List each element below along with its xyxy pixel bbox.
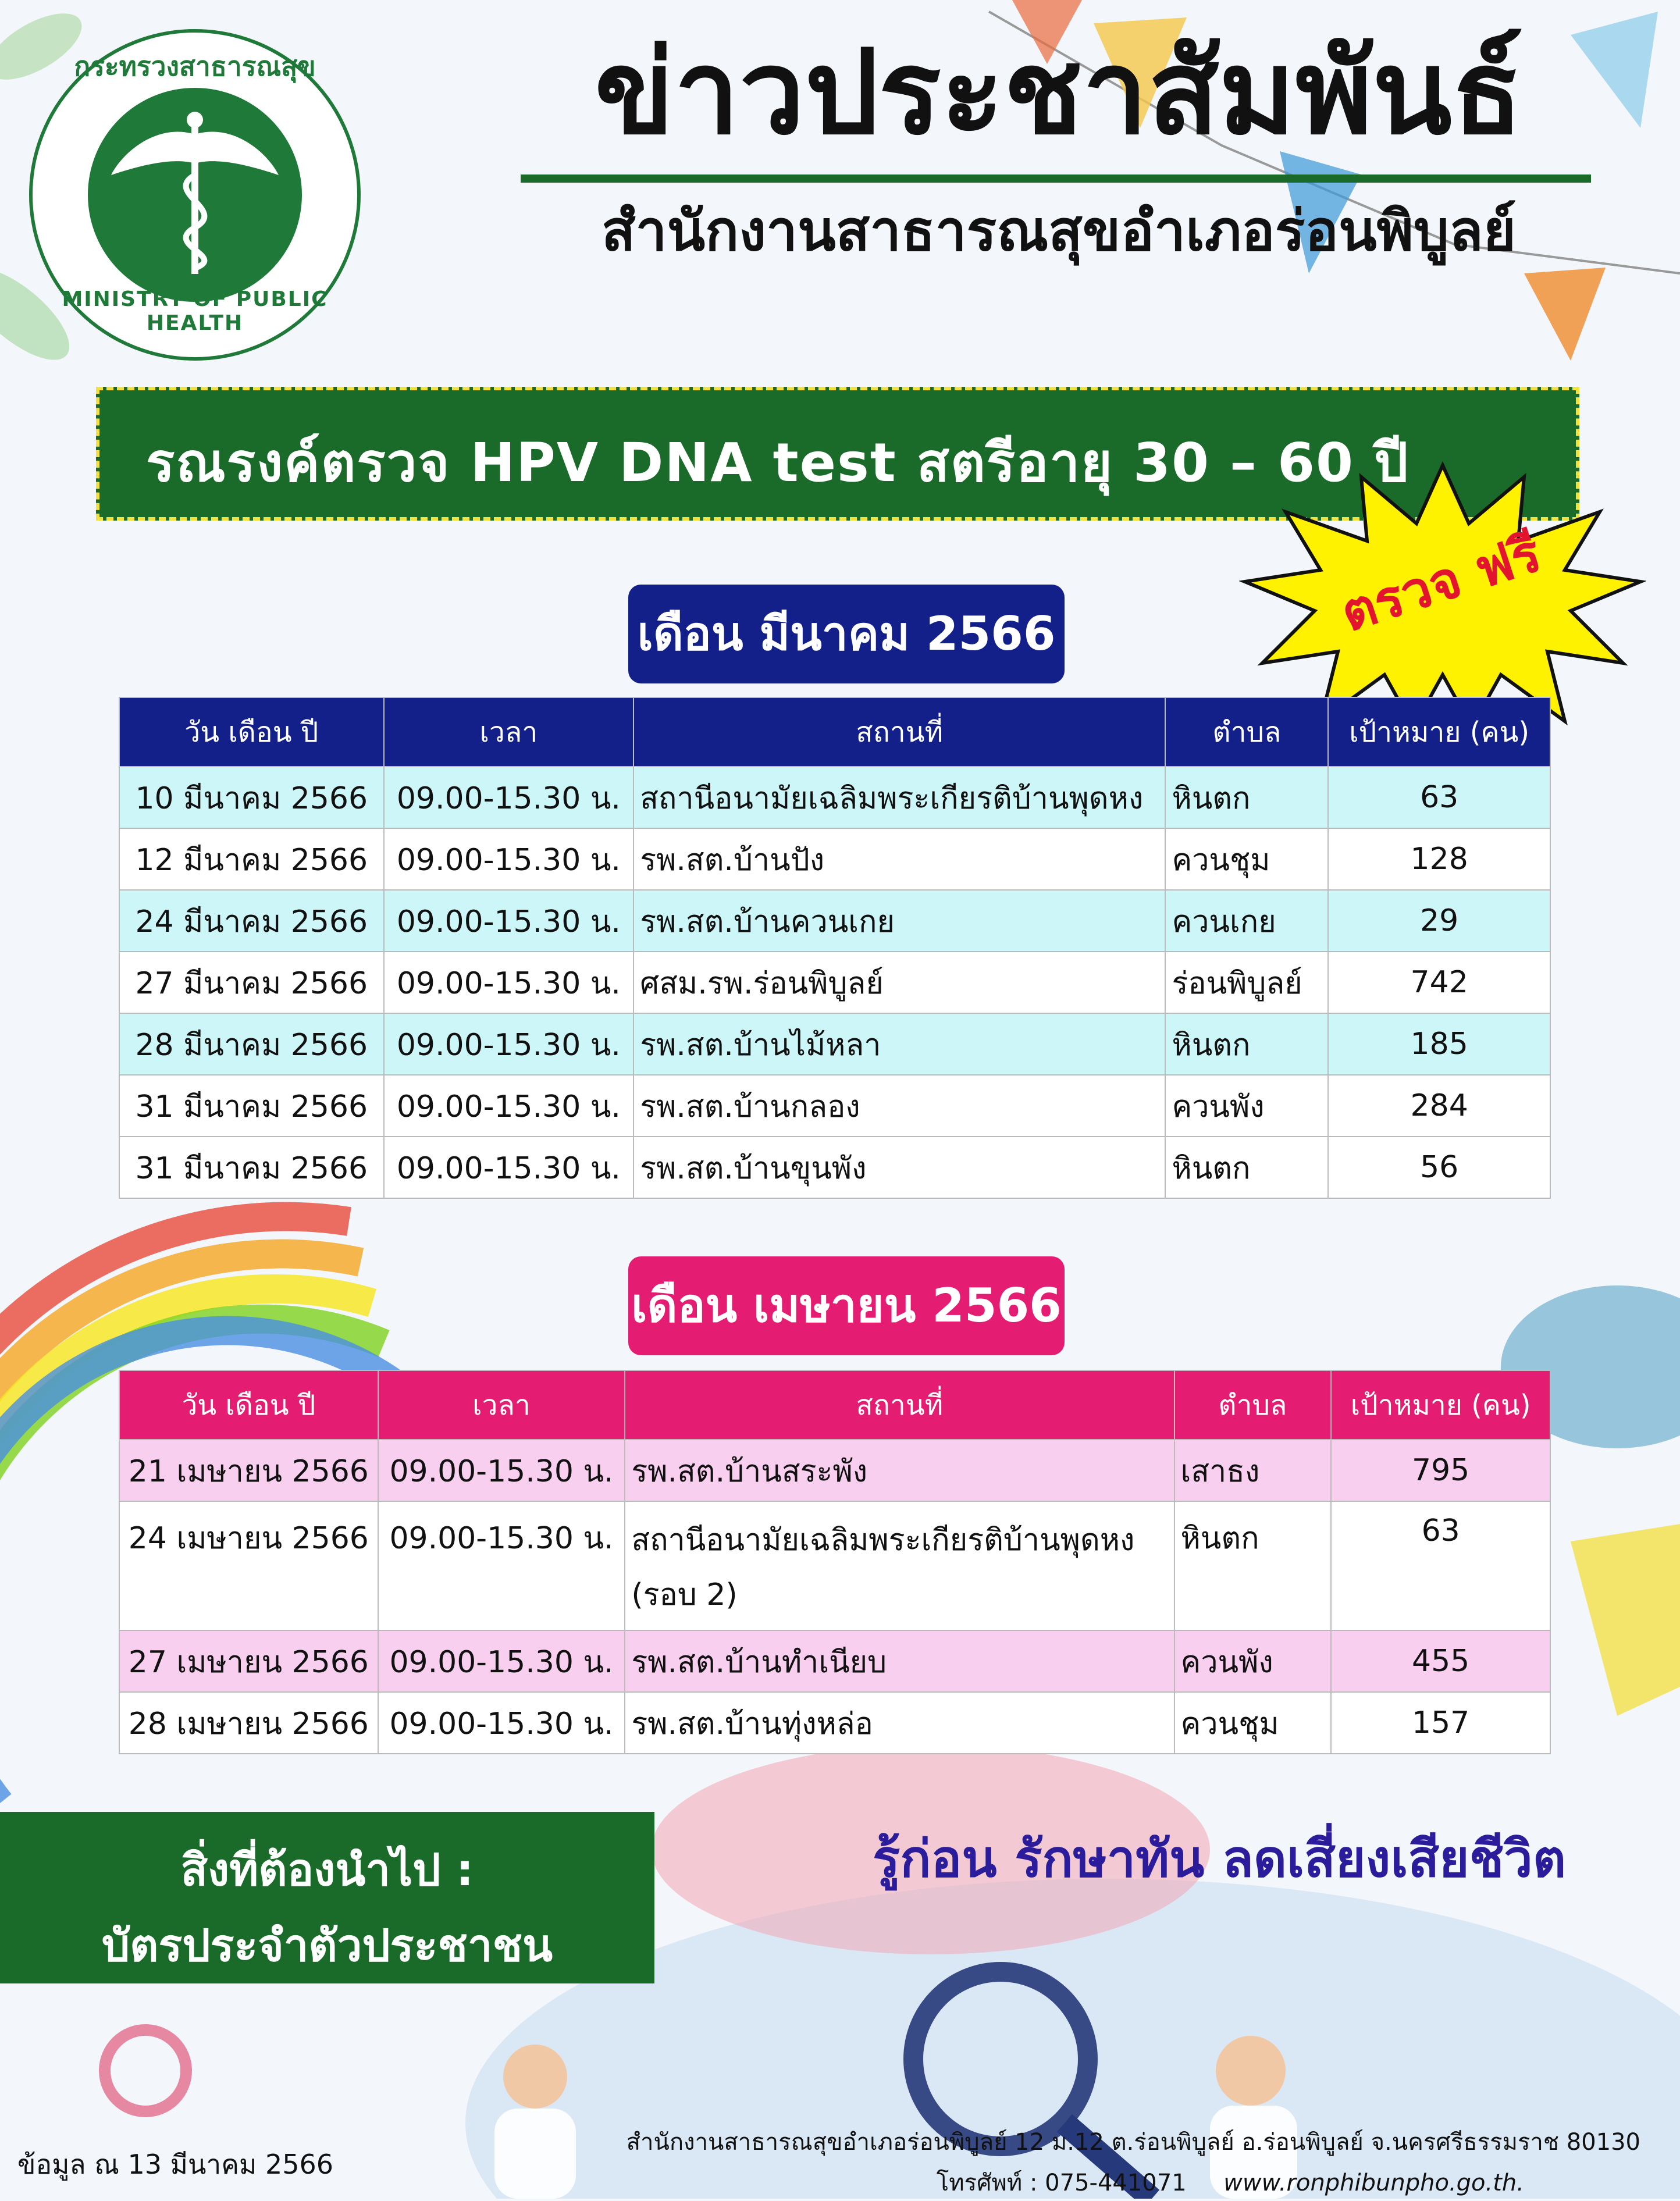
cell-place: รพ.สต.บ้านไม้หลา [633, 1013, 1165, 1075]
campaign-banner-text: รณรงค์ตรวจ HPV DNA test สตรีอายุ 30 – 60 ปี [146, 432, 1410, 494]
table-row [119, 767, 1550, 828]
column-header-target: เป้าหมาย (คน) [1331, 1370, 1550, 1440]
cell-subdistrict: หินตก [1174, 1501, 1332, 1630]
cell-time: 09.00-15.30 น. [384, 890, 634, 952]
cell-target: 29 [1328, 890, 1550, 952]
column-header-time: เวลา [384, 697, 634, 767]
cell-place: สถานีอนามัยเฉลิมพระเกียรติบ้านพุดหง [633, 767, 1165, 828]
cell-time: 09.00-15.30 น. [384, 1013, 634, 1075]
table-row [119, 890, 1550, 952]
office-address: สำนักงานสาธารณสุขอำเภอร่อนพิบูลย์ 12 ม.12 ต.ร่อนพิบูลย์ อ.ร่อนพิบูลย์ จ.นครศรีธรรมราช 80130 [626, 2129, 1640, 2156]
cell-date: 12 มีนาคม 2566 [119, 828, 384, 890]
cell-time: 09.00-15.30 น. [384, 828, 634, 890]
table-row [119, 1501, 1550, 1630]
cell-place: รพ.สต.บ้านสระพัง [625, 1440, 1174, 1501]
page-title: ข่าวประชาสัมพันธ์ [595, 25, 1523, 161]
table-header-row [119, 1370, 1550, 1440]
cell-target: 284 [1328, 1075, 1550, 1137]
cell-place: รพ.สต.บ้านควนเกย [633, 890, 1165, 952]
column-header-place: สถานที่ [633, 697, 1165, 767]
cell-subdistrict: ควนพัง [1174, 1630, 1332, 1692]
cell-place: รพ.สต.บ้านกลอง [633, 1075, 1165, 1137]
cell-target: 157 [1331, 1692, 1550, 1754]
items-to-bring-value: บัตรประจำตัวประชาชน [101, 1919, 553, 1971]
campaign-slogan: รู้ก่อน รักษาทัน ลดเสี่ยงเสียชีวิต [873, 1829, 1566, 1889]
cell-date: 28 มีนาคม 2566 [119, 1013, 384, 1075]
march-month-label: เดือน มีนาคม 2566 [628, 585, 1065, 683]
cell-place: รพ.สต.บ้านทุ่งหล่อ [625, 1692, 1174, 1754]
cell-date: 24 มีนาคม 2566 [119, 890, 384, 952]
website-link[interactable]: www.ronphibunpho.go.th. [1223, 2170, 1524, 2196]
march-schedule-table [119, 697, 1551, 1199]
cell-target: 455 [1331, 1630, 1550, 1692]
cell-date: 31 มีนาคม 2566 [119, 1075, 384, 1137]
column-header-time: เวลา [378, 1370, 625, 1440]
cell-subdistrict: ควนชุม [1165, 828, 1328, 890]
logo-emblem [88, 88, 302, 302]
cell-subdistrict: ควนเกย [1165, 890, 1328, 952]
table-row [119, 1630, 1550, 1692]
cell-target: 742 [1328, 952, 1550, 1013]
cell-target: 56 [1328, 1137, 1550, 1198]
cell-subdistrict: ร่อนพิบูลย์ [1165, 952, 1328, 1013]
contact-line [512, 2164, 1524, 2201]
cell-subdistrict: หินตก [1165, 767, 1328, 828]
table-row [119, 828, 1550, 890]
cell-time: 09.00-15.30 น. [378, 1630, 625, 1692]
table-header-row [119, 697, 1550, 767]
table-row [119, 1692, 1550, 1754]
column-header-place: สถานที่ [625, 1370, 1174, 1440]
logo-bottom-text: MINISTRY OF PUBLIC HEALTH [62, 287, 328, 335]
column-header-subdistrict: ตำบล [1165, 697, 1328, 767]
data-as-of-date: ข้อมูล ณ 13 มีนาคม 2566 [17, 2149, 334, 2180]
column-header-date: วัน เดือน ปี [119, 1370, 378, 1440]
april-month-label: เดือน เมษายน 2566 [628, 1256, 1065, 1355]
title-underline [521, 174, 1591, 183]
april-schedule-table [119, 1370, 1551, 1754]
cell-time: 09.00-15.30 น. [378, 1440, 625, 1501]
items-to-bring-box [0, 1812, 654, 1983]
cell-target: 795 [1331, 1440, 1550, 1501]
cell-time: 09.00-15.30 น. [384, 1137, 634, 1198]
cell-subdistrict: ควนชุม [1174, 1692, 1332, 1754]
page-subtitle: สำนักงานสาธารณสุขอำเภอร่อนพิบูลย์ [601, 198, 1516, 263]
cell-date: 21 เมษายน 2566 [119, 1440, 378, 1501]
cell-time: 09.00-15.30 น. [378, 1692, 625, 1754]
free-check-badge-text: ตรวจ ฟรี [1333, 522, 1549, 644]
logo-top-text: กระทรวงสาธารณสุข [74, 51, 316, 82]
phone-number: โทรศัพท์ : 075-441071 [936, 2170, 1187, 2196]
table-row [119, 1075, 1550, 1137]
cell-place: รพ.สต.บ้านปัง [633, 828, 1165, 890]
cell-date: 10 มีนาคม 2566 [119, 767, 384, 828]
cell-time: 09.00-15.30 น. [384, 767, 634, 828]
cell-target: 63 [1328, 767, 1550, 828]
table-row [119, 952, 1550, 1013]
column-header-date: วัน เดือน ปี [119, 697, 384, 767]
cell-place: ศสม.รพ.ร่อนพิบูลย์ [633, 952, 1165, 1013]
table-row [119, 1137, 1550, 1198]
cell-date: 28 เมษายน 2566 [119, 1692, 378, 1754]
cell-place: รพ.สต.บ้านขุนพัง [633, 1137, 1165, 1198]
column-header-target: เป้าหมาย (คน) [1328, 697, 1550, 767]
cell-subdistrict: เสาธง [1174, 1440, 1332, 1501]
cell-date: 27 มีนาคม 2566 [119, 952, 384, 1013]
cell-date: 27 เมษายน 2566 [119, 1630, 378, 1692]
table-row [119, 1440, 1550, 1501]
cell-subdistrict: หินตก [1165, 1137, 1328, 1198]
ministry-logo [29, 29, 361, 361]
cell-subdistrict: หินตก [1165, 1013, 1328, 1075]
cell-time: 09.00-15.30 น. [384, 1075, 634, 1137]
cell-time: 09.00-15.30 น. [378, 1501, 625, 1630]
cell-subdistrict: ควนพัง [1165, 1075, 1328, 1137]
items-to-bring-heading: สิ่งที่ต้องนำไป : [180, 1844, 474, 1896]
cell-target: 63 [1331, 1501, 1550, 1630]
table-row [119, 1013, 1550, 1075]
cell-place: รพ.สต.บ้านทำเนียบ [625, 1630, 1174, 1692]
cell-date: 24 เมษายน 2566 [119, 1501, 378, 1630]
cell-target: 128 [1328, 828, 1550, 890]
cell-time: 09.00-15.30 น. [384, 952, 634, 1013]
caduceus-icon [88, 88, 302, 302]
cell-target: 185 [1328, 1013, 1550, 1075]
cell-place: สถานีอนามัยเฉลิมพระเกียรติบ้านพุดหง (รอบ 2) [625, 1501, 1174, 1630]
cell-date: 31 มีนาคม 2566 [119, 1137, 384, 1198]
column-header-subdistrict: ตำบล [1174, 1370, 1332, 1440]
